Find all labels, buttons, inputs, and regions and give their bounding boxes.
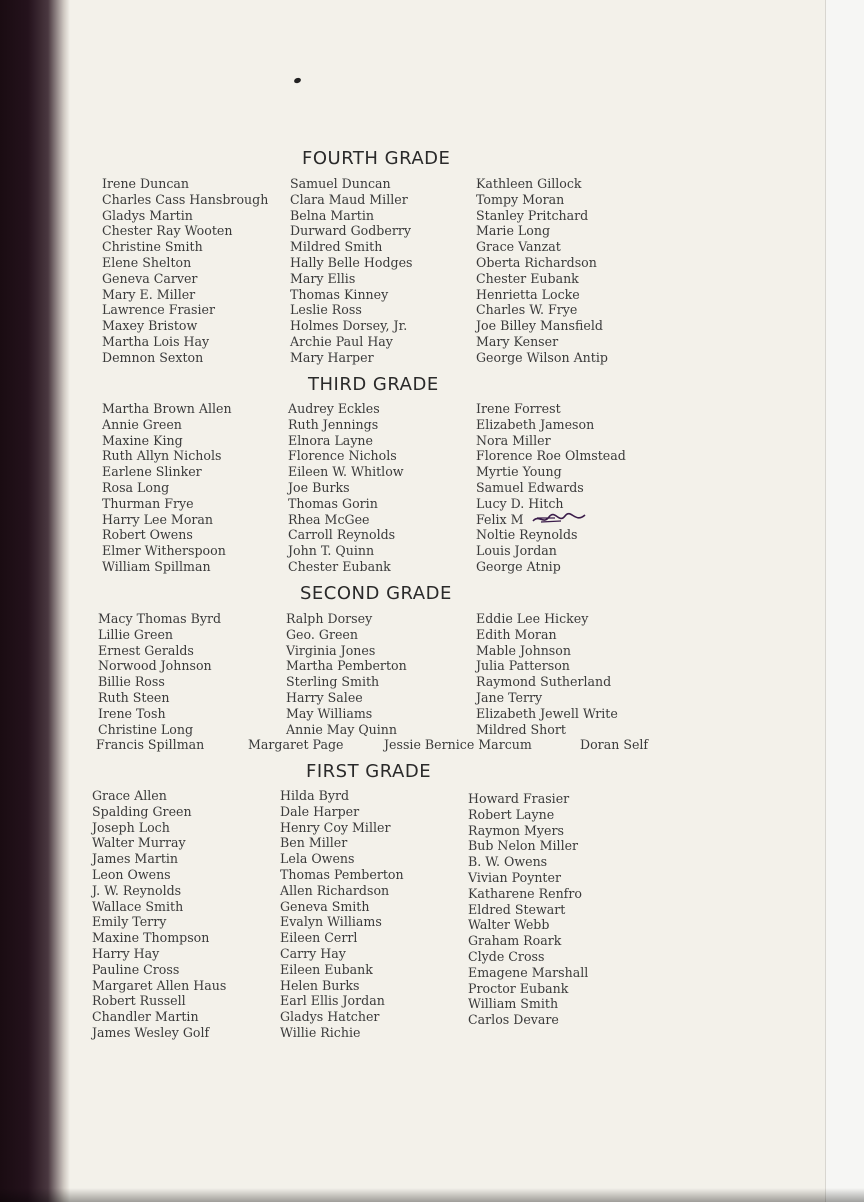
list-item: Felix M [476,511,524,527]
list-item: Gladys Martin [102,207,193,223]
list-item: Irene Duncan [102,176,190,191]
list-item: Earl Ellis Jordan [280,993,385,1009]
list-item: Belna Martin [290,207,374,223]
list-item: Elmer Witherspoon [102,543,226,559]
list-item: Emily Terry [92,914,167,930]
list-item: Stanley Pritchard [476,207,589,223]
list-item: Leslie Ross [290,302,362,318]
list-item: Ruth Steen [98,689,170,705]
list-item: Norwood Johnson [98,658,212,674]
page-edge [825,0,864,1202]
first-grade-column-1 [92,788,226,1041]
list-item: Proctor Eubank [468,980,569,996]
list-item: Harry Lee Moran [102,511,214,527]
list-item: Hally Belle Hodges [290,254,413,270]
list-item: Thomas Pemberton [280,866,404,882]
list-item: Ben Miller [280,835,348,851]
list-item: William Smith [468,996,559,1012]
list-item: Charles W. Frye [476,302,578,318]
list-item: Elizabeth Jameson [476,416,595,432]
list-item: Geneva Smith [280,898,370,914]
list-item: Ruth Allyn Nichols [102,448,222,464]
list-item: Henrietta Locke [476,286,580,302]
list-item: Marie Long [476,223,551,239]
list-item: Jane Terry [476,689,543,705]
list-item: Eddie Lee Hickey [476,611,589,626]
list-item: Martha Pemberton [286,658,407,674]
list-item: Maxey Bristow [102,318,198,334]
list-item: Katharene Renfro [468,885,582,901]
third-grade-column-3 [476,401,626,575]
list-item: Walter Murray [92,835,186,851]
list-item: James Martin [92,851,179,867]
list-item: Grace Allen [92,788,167,803]
handwritten-correction-scribble [531,512,587,526]
first-grade-heading: FIRST GRADE [306,761,432,782]
list-item: Vivian Poynter [468,869,561,885]
list-item: Margaret Allen Haus [92,977,227,993]
list-item: Billie Ross [98,674,165,690]
list-item: Mildred Short [476,721,566,737]
list-item: Grace Vanzat [476,239,561,255]
list-item: Lillie Green [98,626,174,642]
list-item: Harry Salee [286,689,363,705]
list-item: Clyde Cross [468,948,545,964]
list-item: Chester Ray Wooten [102,223,233,239]
fourth-grade-column-1 [102,176,268,366]
list-item: Holmes Dorsey, Jr. [290,318,408,334]
list-item: Robert Owens [102,527,193,543]
list-item: Sterling Smith [286,674,380,690]
list-item: Julia Patterson [476,658,570,674]
list-item: Doran Self [580,737,649,752]
list-item: Thurman Frye [102,495,194,511]
list-item: Henry Coy Miller [280,819,391,835]
list-item: Evalyn Williams [280,914,382,930]
list-item: Allen Richardson [280,882,390,898]
list-item: Mary E. Miller [102,286,196,302]
list-item: Elene Shelton [102,254,192,270]
list-item: Thomas Kinney [290,286,389,302]
fourth-grade-column-3 [476,176,608,366]
list-item: Clara Maud Miller [290,191,408,207]
list-item: Eileen W. Whitlow [288,464,404,480]
list-item: Robert Layne [468,806,555,822]
list-item: Graham Roark [468,933,562,949]
list-item: May Williams [286,705,373,721]
list-item: George Wilson Antip [476,349,608,365]
list-item: Annie May Quinn [286,721,398,737]
second-grade-column-3 [476,611,618,737]
list-item: Noltie Reynolds [476,527,578,543]
list-item: Chandler Martin [92,1009,199,1025]
list-item: Lela Owens [280,851,355,867]
first-grade-column-2 [280,788,404,1041]
list-item: Bub Nelon Miller [468,838,579,854]
list-item: Archie Paul Hay [290,333,393,349]
list-item: Eileen Cerrl [280,930,358,946]
list-item: Samuel Duncan [290,176,391,191]
list-item: Nora Miller [476,432,551,448]
list-item: Tompy Moran [476,191,565,207]
list-item: Chester Eubank [288,558,391,574]
list-item: Demnon Sexton [102,349,204,365]
list-item: Mary Harper [290,349,374,365]
list-item: Thomas Gorin [288,495,378,511]
list-item: Mary Ellis [290,270,356,286]
list-item: Myrtie Young [476,464,562,480]
list-item: Annie Green [102,416,182,432]
second-grade-column-1 [98,611,221,737]
list-item: Florence Nichols [288,448,397,464]
list-item: Irene Forrest [476,401,561,416]
list-item: Joe Billey Mansfield [476,318,603,334]
fourth-grade-column-2 [290,176,413,366]
third-grade-column-2 [288,401,404,575]
list-item: Durward Godberry [290,223,411,239]
list-item: Francis Spillman [96,737,205,752]
first-grade-column-3 [468,791,588,1028]
list-item: Florence Roe Olmstead [476,448,626,464]
second-grade-column-2 [286,611,407,737]
list-item: B. W. Owens [468,854,548,870]
list-item: Howard Frasier [468,791,570,806]
list-item: Spalding Green [92,803,192,819]
list-item: Carry Hay [280,945,346,961]
list-item: Chester Eubank [476,270,579,286]
second-grade-heading: SECOND GRADE [300,583,452,604]
list-item: Elizabeth Jewell Write [476,705,618,721]
list-item: Mable Johnson [476,642,571,658]
list-item: Rhea McGee [288,511,370,527]
list-item: Irene Tosh [98,705,166,721]
list-item: Rosa Long [102,479,170,495]
list-item: George Atnip [476,558,561,574]
third-grade-column-1 [102,401,232,575]
list-item: Joe Burks [288,479,350,495]
list-item: Eldred Stewart [468,901,566,917]
list-item: Louis Jordan [476,543,557,559]
list-item: William Spillman [102,558,211,574]
list-item: Ruth Jennings [288,416,379,432]
list-item: James Wesley Golf [92,1024,210,1040]
list-item: John T. Quinn [288,543,375,559]
list-item: Wallace Smith [92,898,184,914]
list-item: Raymond Sutherland [476,674,612,690]
list-item: Robert Russell [92,993,186,1009]
list-item: Leon Owens [92,866,171,882]
list-item: Kathleen Gillock [476,176,582,191]
list-item: Emagene Marshall [468,964,589,980]
third-grade-heading: THIRD GRADE [308,374,439,395]
list-item: Christine Smith [102,239,203,255]
list-item: Pauline Cross [92,961,180,977]
list-item: Martha Lois Hay [102,333,210,349]
page-bottom-shadow [0,1188,864,1202]
list-item: Raymon Myers [468,822,564,838]
list-item: Margaret Page [248,737,344,752]
list-item: Geo. Green [286,626,358,642]
fourth-grade-heading: FOURTH GRADE [302,148,451,169]
list-item: Dale Harper [280,803,360,819]
list-item: Martha Brown Allen [102,401,232,416]
list-item: J. W. Reynolds [92,882,182,898]
list-item: Walter Webb [468,917,550,933]
list-item: Macy Thomas Byrd [98,611,222,626]
list-item: Lawrence Frasier [102,302,215,318]
list-item: Ralph Dorsey [286,611,373,626]
second-grade-extra-row [96,737,686,753]
list-item: Geneva Carver [102,270,198,286]
list-item: Willie Richie [280,1024,361,1040]
list-item: Edith Moran [476,626,557,642]
list-item: Maxine King [102,432,183,448]
list-item: Gladys Hatcher [280,1009,380,1025]
list-item: Hilda Byrd [280,788,350,803]
book-binding-shadow [0,0,70,1202]
list-item: Charles Cass Hansbrough [102,191,269,207]
ink-mark [293,77,301,84]
list-item: Lucy D. Hitch [476,495,564,511]
list-item: Jessie Bernice Marcum [384,737,532,752]
list-item: Virginia Jones [286,642,376,658]
list-item: Samuel Edwards [476,479,584,495]
list-item: Carlos Devare [468,1012,559,1028]
list-item: Eileen Eubank [280,961,373,977]
list-item: Oberta Richardson [476,254,597,270]
list-item: Christine Long [98,721,194,737]
list-item: Joseph Loch [92,819,170,835]
list-item: Harry Hay [92,945,160,961]
list-item: Carroll Reynolds [288,527,396,543]
list-item: Helen Burks [280,977,360,993]
list-item: Earlene Slinker [102,464,202,480]
list-item: Mildred Smith [290,239,383,255]
list-item: Elnora Layne [288,432,373,448]
list-item: Maxine Thompson [92,930,210,946]
list-item: Ernest Geralds [98,642,194,658]
list-item: Audrey Eckles [288,401,380,416]
list-item: Mary Kenser [476,333,559,349]
